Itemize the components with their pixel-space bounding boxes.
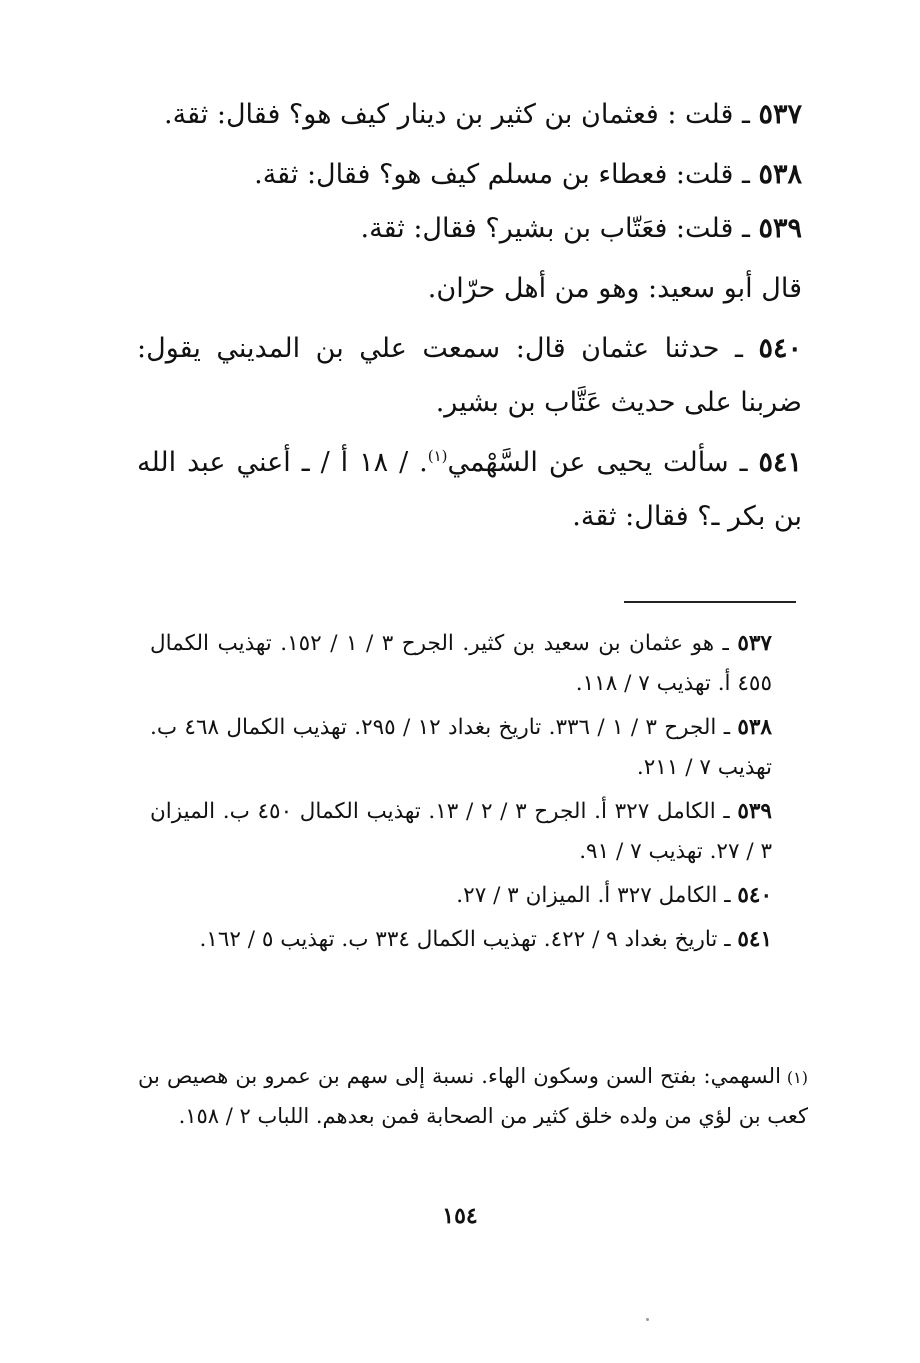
entry-number: ٥٣٩ (758, 213, 802, 244)
entry-text: قال أبو سعيد: وهو من أهل حرّان. (427, 273, 802, 304)
references-section (150, 624, 772, 964)
reference-538 (150, 708, 772, 788)
footnote-marker: (١) (786, 1068, 808, 1087)
reference-text: ـ الكامل ٣٢٧ أ. الجرح ٣ / ٢ / ١٣. تهذيب الكمال ٤٥٠ ب. الميزان ٣ / ٢٧. تهذيب ٧ / ٩١. (150, 799, 772, 864)
reference-text: ـ هو عثمان بن سعيد بن كثير. الجرح ٣ / ١ / ١٥٢. تهذيب الكمال ٤٥٥ أ. تهذيب ٧ / ١١٨. (150, 631, 772, 696)
entry-538 (137, 148, 802, 202)
reference-number: ٥٣٧ (737, 631, 772, 656)
entry-number: ٥٣٧ (758, 99, 802, 130)
separator-line (624, 601, 796, 603)
footnote-reference[interactable]: (١) (427, 447, 448, 465)
reference-539 (150, 792, 772, 872)
entry-text: ـ حدثنا عثمان قال: سمعت علي بن المديني يقول: ضربنا على حديث عَتَّاب بن بشير. (137, 333, 802, 418)
reference-537 (150, 624, 772, 704)
entry-540 (137, 322, 802, 430)
entry-text: ـ سألت يحيى عن السَّهْمي (447, 447, 748, 478)
main-text-body (137, 88, 802, 544)
entry-text: ـ قلت: فعطاء بن مسلم كيف هو؟ فقال: ثقة. (254, 159, 750, 190)
entry-number: ٥٤٠ (758, 333, 802, 364)
entry-539 (137, 202, 802, 256)
entry-abu-said-note (137, 262, 802, 316)
reference-540 (150, 876, 772, 916)
reference-number: ٥٣٨ (737, 715, 772, 740)
entry-537 (137, 88, 802, 142)
reference-text: ـ الكامل ٣٢٧ أ. الميزان ٣ / ٢٧. (456, 883, 731, 908)
entry-541 (137, 436, 802, 544)
footnote (138, 1057, 808, 1135)
entry-number: ٥٤١ (758, 447, 802, 478)
entry-text: ـ قلت: فعَتّاب بن بشير؟ فقال: ثقة. (360, 213, 750, 244)
reference-number: ٥٤١ (737, 927, 772, 952)
footnote-text: السهمي: بفتح السن وسكون الهاء. نسبة إلى سهم بن عمرو بن هصيص بن كعب بن لؤي من ولده خلق كثير من الصحابة فمن بعدهم. اللباب ٢ / ١٥٨. (138, 1064, 808, 1128)
reference-541 (150, 920, 772, 960)
entry-text: . / ١٨ أ / ـ أعني عبد الله بن بكر ـ؟ فقال: ثقة. (137, 447, 802, 532)
reference-number: ٥٣٩ (737, 799, 772, 824)
entry-number: ٥٣٨ (758, 159, 802, 190)
reference-number: ٥٤٠ (737, 883, 772, 908)
page-number: ١٥٤ (442, 1203, 478, 1229)
entry-text: ـ قلت : فعثمان بن كثير بن دينار كيف هو؟ فقال: ثقة. (164, 99, 750, 130)
scan-speck (646, 1318, 649, 1321)
reference-text: ـ الجرح ٣ / ١ / ٣٣٦. تاريخ بغداد ١٢ / ٢٩٥. تهذيب الكمال ٤٦٨ ب. تهذيب ٧ / ٢١١. (150, 715, 772, 780)
reference-text: ـ تاريخ بغداد ٩ / ٤٢٢. تهذيب الكمال ٣٣٤ ب. تهذيب ٥ / ١٦٢. (199, 927, 731, 952)
